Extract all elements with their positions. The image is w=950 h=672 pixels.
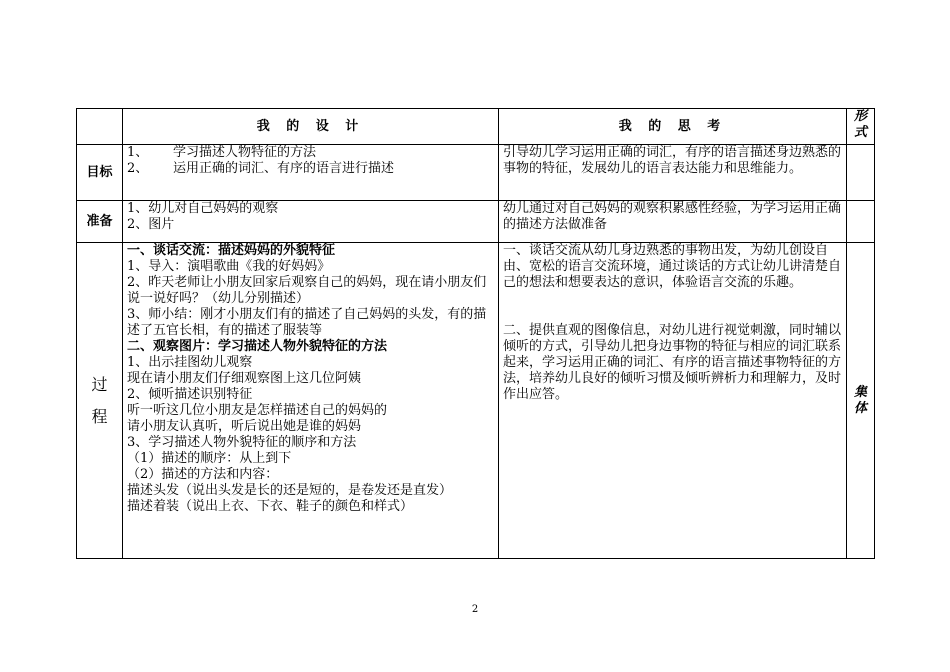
prep-item: 1、幼儿对自己妈妈的观察	[127, 201, 279, 216]
process-line: 1、导入：演唱歌曲《我的好妈妈》	[127, 259, 331, 274]
goal-item-text: 运用正确的词汇、有序的语言进行描述	[173, 161, 395, 176]
process-row	[77, 243, 875, 559]
process-line: 2、倾听描述识别特征	[127, 387, 253, 402]
process-form	[847, 243, 875, 559]
process-line: 描述头发（说出头发是长的还是短的，是卷发还是直发）	[127, 483, 453, 498]
header-thinking: 我 的 思 考	[499, 109, 847, 145]
goal-label: 目标	[77, 145, 123, 201]
process-line: （2）描述的方法和内容：	[127, 467, 279, 482]
page-number: 2	[471, 604, 479, 615]
process-thinking-p1: 一、谈话交流从幼儿身边熟悉的事物出发，为幼儿创设自由、宽松的语言交流环境，通过谈话的方式让幼儿讲清楚自己的想法和想要表达的意识，体验语言交流的乐趣。	[503, 243, 842, 290]
header-row	[77, 109, 875, 145]
header-blank-cell	[77, 109, 123, 145]
process-thinking	[499, 243, 847, 559]
process-line: 请小朋友认真听，听后说出她是谁的妈妈	[127, 419, 362, 434]
goal-row	[77, 145, 875, 201]
header-form	[847, 109, 875, 145]
prep-thinking	[499, 201, 847, 243]
process-form-char-1: 集	[853, 384, 867, 400]
goal-item-text: 学习描述人物特征的方法	[173, 145, 317, 160]
prep-form-cell	[847, 201, 875, 243]
process-line: （1）描述的顺序：从上到下	[127, 451, 292, 466]
process-line: 2、昨天老师让小朋友回家后观察自己的妈妈，现在请小朋友们说一说好吗？（幼儿分别描述）	[127, 275, 487, 306]
goal-item-num: 1、	[127, 145, 149, 160]
goal-item	[127, 145, 494, 161]
process-line: 听一听这几位小朋友是怎样描述自己的妈妈的	[127, 403, 388, 418]
prep-design	[123, 201, 499, 243]
process-form-char-2: 体	[853, 400, 867, 416]
header-form-char-1: 形	[853, 109, 867, 124]
process-line: 1、出示挂图幼儿观察	[127, 355, 253, 370]
process-line: 3、师小结：刚才小朋友们有的描述了自己妈妈的头发，有的描述了五官长相，有的描述了服装等	[127, 307, 487, 338]
goal-item-num: 2、	[127, 161, 149, 176]
lesson-plan-table	[76, 108, 875, 559]
process-line: 描述着装（说出上衣、下衣、鞋子的颜色和样式）	[127, 499, 414, 514]
process-thinking-p2: 二、提供直观的图像信息，对幼儿进行视觉刺激，同时辅以倾听的方式，引导幼儿把身边事物的特征与相应的词汇联系起来，学习运用正确的词汇、有序的语言描述事物特征的方法，培养幼儿良好的倾听习惯及倾听辨析力和理解力，及时作出应答。	[503, 323, 842, 402]
section-1-title: 一、谈话交流：描述妈妈的外貌特征	[127, 243, 336, 258]
goal-design	[123, 145, 499, 201]
process-label	[77, 243, 123, 559]
process-label-char-2: 程	[91, 406, 108, 426]
process-line: 3、学习描述人物外貌特征的顺序和方法	[127, 435, 357, 450]
header-design: 我 的 设 计	[123, 109, 499, 145]
goal-thinking-text: 引导幼儿学习运用正确的词汇，有序的语言描述身边熟悉的事物的特征，发展幼儿的语言表达能力和思维能力。	[503, 145, 842, 176]
header-form-char-2: 式	[853, 125, 867, 140]
prep-label: 准备	[77, 201, 123, 243]
prep-thinking-text: 幼儿通过对自己妈妈的观察积累感性经验，为学习运用正确的描述方法做准备	[503, 201, 842, 232]
process-line: 现在请小朋友们仔细观察图上这几位阿姨	[127, 371, 362, 386]
prep-row	[77, 201, 875, 243]
process-label-char-1: 过	[91, 374, 108, 394]
goal-thinking	[499, 145, 847, 201]
process-design	[123, 243, 499, 559]
section-2-title: 二、观察图片：学习描述人物外貌特征的方法	[127, 339, 388, 354]
prep-item: 2、图片	[127, 217, 175, 232]
goal-item	[127, 161, 494, 177]
goal-form-cell	[847, 145, 875, 201]
